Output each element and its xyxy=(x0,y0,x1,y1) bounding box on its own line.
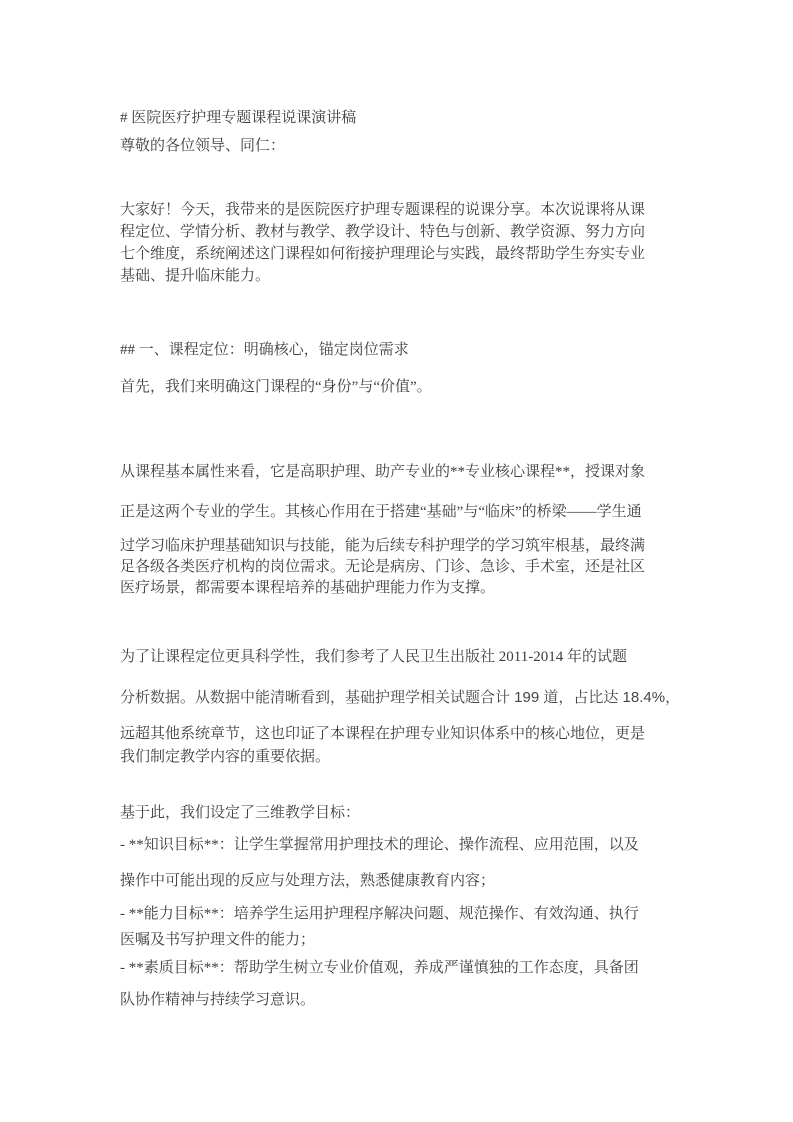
text-line: 基础、提升临床能力。 xyxy=(120,268,271,284)
text-line: 远超其他系统章节，这也印证了本课程在护理专业知识体系中的核心地位，更是 xyxy=(120,726,646,742)
text-line: 程定位、学情分析、教材与教学、教学设计、特色与创新、教学资源、努力方向 xyxy=(120,224,646,240)
doc-goals-intro xyxy=(120,802,685,824)
text-line: 医疗场景，都需要本课程培养的基础护理能力作为支撑。 xyxy=(120,580,496,596)
doc-greeting xyxy=(120,135,685,157)
doc-paragraph-attributes-3 xyxy=(120,536,685,599)
doc-goal-ability-1 xyxy=(120,903,685,925)
text-line: 足各级各类医疗机构的岗位需求。无论是病房、门诊、急诊、手术室，还是社区 xyxy=(120,559,646,575)
text-line: 基于此，我们设定了三维教学目标： xyxy=(120,805,361,821)
text-line: 过学习临床护理基础知识与技能，能为后续专科护理学的学习筑牢根基，最终满 xyxy=(120,538,646,554)
text-line: ## 一、课程定位：明确核心，锚定岗位需求 xyxy=(120,342,409,358)
text-line: 操作中可能出现的反应与处理方法，熟悉健康教育内容； xyxy=(120,873,496,889)
text-line: 我们制定教学内容的重要依据。 xyxy=(120,749,331,765)
doc-paragraph-data-1 xyxy=(120,646,685,668)
doc-section-heading-h2 xyxy=(120,339,685,361)
text-line: 首先，我们来明确这门课程的“身份”与“价值”。 xyxy=(120,379,432,395)
text-line: 从课程基本属性来看，它是高职护理、助产专业的**专业核心课程**，授课对象 xyxy=(120,464,646,480)
text-line: - **知识目标**：让学生掌握常用护理技术的理论、操作流程、应用范围，以及 xyxy=(120,837,639,853)
text-line: 医嘱及书写护理文件的能力； xyxy=(120,932,316,948)
doc-paragraph-data-3 xyxy=(120,723,685,769)
doc-goal-quality-1 xyxy=(120,957,685,979)
text-line: 分析数据。从数据中能清晰看到，基础护理学相关试题合计 199 道，占比达 18.4%， xyxy=(120,689,681,706)
doc-goal-knowledge-1 xyxy=(120,834,685,856)
doc-goal-quality-2 xyxy=(120,989,685,1011)
doc-paragraph-attributes-1 xyxy=(120,461,685,483)
text-line: - **素质目标**：帮助学生树立专业价值观，养成严谨慎独的工作态度，具备团 xyxy=(120,960,639,976)
text-line: # 医院医疗护理专题课程说课演讲稿 xyxy=(120,110,357,126)
doc-intro-paragraph xyxy=(120,199,685,287)
text-line: 大家好！今天，我带来的是医院医疗护理专题课程的说课分享。本次说课将从课 xyxy=(120,202,646,218)
doc-paragraph-data-2 xyxy=(120,687,685,709)
doc-title-h1 xyxy=(120,107,685,129)
text-line: 队协作精神与持续学习意识。 xyxy=(120,992,316,1008)
doc-goal-ability-2 xyxy=(120,929,685,951)
text-line: 为了让课程定位更具科学性，我们参考了人民卫生出版社 2011-2014 年的试题 xyxy=(120,649,627,665)
doc-goal-knowledge-2 xyxy=(120,870,685,892)
text-line: 七个维度，系统阐述这门课程如何衔接护理理论与实践，最终帮助学生夯实专业 xyxy=(120,246,646,262)
text-line: 尊敬的各位领导、同仁： xyxy=(120,138,286,154)
text-line: 正是这两个专业的学生。其核心作用在于搭建“基础”与“临床”的桥梁——学生通 xyxy=(120,504,642,520)
text-line: - **能力目标**：培养学生运用护理程序解决问题、规范操作、有效沟通、执行 xyxy=(120,906,639,922)
doc-paragraph-attributes-2 xyxy=(120,501,685,523)
doc-paragraph-identity xyxy=(120,376,685,398)
